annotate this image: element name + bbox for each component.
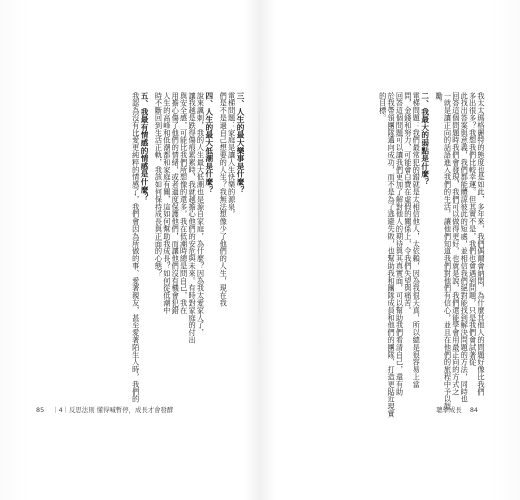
- right-page-text-column: 於我帶領團隊邁向成功，而不是為了逃避失敗，也幫助我和團隊成員和他們的團隊，打造更貼近現實: [387, 92, 397, 418]
- left-page-text-column: 電梯問題：家庭是讓人生快樂的源泉，: [227, 92, 237, 218]
- right-page-section-heading: 二、我最大的弱點是什麼？: [420, 92, 430, 186]
- left-page-section-heading: 三、人生的最大樂事是什麼？: [236, 92, 245, 194]
- right-page-number: 84: [469, 406, 478, 414]
- left-page-section-heading: 四、人生的最大低潮是什麼？: [204, 92, 214, 194]
- left-page-text-column: 說來諷刺，我的人生最大低潮也是源自家庭，為什麼？因為我太愛家人了，: [196, 92, 206, 337]
- right-page-text-column: 我太太瑪格麗特的態度也是如此，多年來，我們偶爾會納悶，為什麼其他人的問題好像比我們: [477, 92, 486, 396]
- left-page-section-heading: 五、我最有情感的情感是什麼？: [140, 92, 150, 202]
- left-page: [36, 92, 245, 403]
- right-page-text-column: 問，金錢和努力，可能會白費在虛假的關係上，令我們失望與痛苦。: [403, 92, 413, 314]
- right-page-running-head: 聰學成長: [436, 406, 462, 414]
- left-page-text-column: 與安全感，可能比我們所想像的還多，我在低潮時總是問自己，我在: [179, 92, 189, 314]
- right-page-text-column: 多出很多？我想我們比較幸運。但其實不是，我們也會遇到問題，只是我們會試著從: [468, 92, 478, 366]
- right-page-text-column: 回答這個問題時我們會發現，我們可以做得更好，也就是說，我們還能學會用最正向的方式之: [451, 92, 461, 396]
- left-page-text-column: 人生的高峰和低潮都和家庭有關，這如何幫助我成長？如何從低潮中: [162, 92, 172, 314]
- right-page-text-column: 回答這個問題可以讓我們更加了解對他人的期待與其真實面，可以幫助我們看清自己，還有助: [395, 92, 405, 396]
- right-page-text-column: 勵。: [435, 92, 445, 107]
- right-page-text-column: 的目標。: [378, 92, 388, 122]
- left-page-text-column: 用擔心傷了他們的情緒，或者過度保護他們，而讓他們沒有機會犯錯: [171, 92, 181, 314]
- left-page-text-column: 我認為沒有比愛更純粹的情感了，我們會因為所做的事、愛著親友，甚至愛著陌生人時，我們的: [131, 92, 141, 403]
- left-page-number: 85: [36, 406, 45, 414]
- left-page-footer: [36, 405, 179, 414]
- left-page-running-head: ｜4｜反思法則 懂得喊暫停，成長才會發酵: [52, 406, 174, 414]
- left-page-text-column: 讓我越是跌得傷痕累累時，我就越擔心他們的安危與未來。有時對家庭的付出: [188, 92, 198, 344]
- right-page-footer: [436, 405, 484, 414]
- left-page-text-column: 們是不是過自己想要的人生？我無法想像少了他們的人生，現在我: [219, 92, 229, 307]
- left-page-text-column: 時不斷回到生活正軌，我該如何保持成長與正面的心態？: [154, 92, 164, 277]
- right-page-text-column: 此找出答案與意義，我們都能體諒彼此的短處，並相信我們絕對能找到解決問題的方法，同時也: [460, 92, 470, 403]
- right-page-text-column: 電梯問題：我們最常犯的錯就是太相信他人，太依賴，因為我很天真，所以總是很容易上當: [412, 92, 422, 388]
- right-page-text-column: 一就是讓正向的話語進入我們的生活，讓他們知道我們對他們有信心，並且在他們的旅程中予以鼓: [443, 92, 453, 411]
- book-gutter: [258, 60, 260, 360]
